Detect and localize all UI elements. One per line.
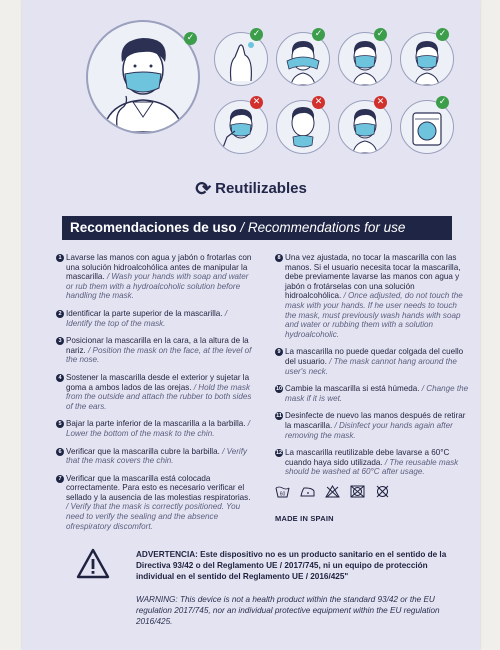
brand-line bbox=[22, 178, 480, 201]
no-dry-clean-icon bbox=[375, 485, 390, 498]
instruction-es: Sostener la mascarilla desde el exterior y sujetar la goma a ambos lados de las orejas. bbox=[66, 372, 250, 392]
step-number: 12 bbox=[275, 450, 283, 457]
step-number: 8 bbox=[275, 254, 283, 262]
instruction-en: / Position the mask on the face, at the level of the nose. bbox=[66, 345, 252, 365]
step-position-nose-illustration bbox=[338, 32, 392, 86]
brand-name: Reutilizables bbox=[215, 180, 307, 197]
instructions-left-column bbox=[56, 253, 252, 539]
step-hands-sanitize-illustration bbox=[214, 32, 268, 86]
step-number: 1 bbox=[56, 254, 64, 262]
step-ear-loops-illustration bbox=[400, 32, 454, 86]
instruction-en: / The reusable mask should be washed at 60°C after usage. bbox=[285, 457, 459, 477]
instruction-en: / Hold the mask from the outside and attach the rubber to both sides of the ears. bbox=[66, 382, 252, 411]
instruction-en: / Wash your hands with soap and water or rub them with a hydroalcoholic solution before handling the mask. bbox=[66, 272, 249, 301]
step-number: 6 bbox=[56, 448, 64, 456]
instruction-en: / Once adjusted, do not touch the mask with your hands. If he user needs to touch the mask, must previously wash hands with soap and water or rubbing them with a solution hydroalcoholic. bbox=[285, 291, 463, 339]
instruction-es: Verificar que la mascarilla está colocada correctamente. Para esto es necesario verificar el sellado y la ausencia de las molestias respiratorias. bbox=[66, 473, 251, 502]
step-number: 4 bbox=[56, 374, 64, 382]
step-number: 7 bbox=[56, 475, 64, 483]
instruction-es: Bajar la parte inferior de la mascarilla a la barbilla. bbox=[66, 419, 246, 429]
title-en: Recommendations for use bbox=[247, 220, 406, 235]
care-symbols bbox=[275, 485, 470, 498]
instruction-es: Lavarse las manos con agua y jabón o frotarlas con una solución hidroalcohólica antes de manipular la mascarilla. bbox=[66, 253, 252, 282]
instruction-en: / Disinfect your hands again after removing the mask. bbox=[285, 420, 453, 440]
instruction-es: La mascarilla no puede quedar colgada del cuello del usuario. bbox=[285, 347, 464, 366]
iron-icon bbox=[300, 485, 315, 498]
step-number: 5 bbox=[56, 420, 64, 428]
instructions-right-column bbox=[275, 253, 470, 523]
instruction-en: / Lower the bottom of the mask to the chin. bbox=[66, 419, 250, 438]
warning-text-es: ADVERTENCIA: Este dispositivo no es un producto sanitario en el sentido de la Directiva 93/42 o del Reglamento UE / 2017/745, ni un equipo de protección individual en el sentido del Reglamento UE / 2016/425" bbox=[136, 550, 447, 581]
check-badge-icon: ✓ bbox=[250, 28, 263, 41]
instruction-en: / Change the mask if it is wet. bbox=[285, 384, 469, 403]
section-title-bar bbox=[62, 216, 452, 240]
instruction-es: Identificar la parte superior de la mascarilla. bbox=[66, 308, 223, 318]
wash-60-icon bbox=[275, 485, 290, 498]
instruction-item bbox=[275, 448, 470, 477]
instruction-item bbox=[275, 411, 470, 440]
instruction-en: / Verify that the mask is correctly positioned. You need to verify the sealing and the absence ofrespiratory discomfort. bbox=[66, 502, 241, 531]
title-es: Recomendaciones de uso bbox=[70, 220, 237, 235]
instruction-item bbox=[275, 347, 470, 376]
no-tumble-dry-icon bbox=[350, 485, 365, 498]
warning-text-en: WARNING: This device is not a health product within the standard 93/42 or the EU regulation 2017/745, nor an individual protective equipment within the EU regulation 2016/425. bbox=[136, 595, 440, 626]
check-badge-icon: ✓ bbox=[312, 28, 325, 41]
instruction-item bbox=[56, 336, 252, 365]
cross-badge-icon: ✕ bbox=[250, 96, 263, 109]
instruction-item bbox=[275, 384, 470, 403]
check-badge-icon: ✓ bbox=[184, 32, 197, 45]
instruction-en: / Verify that the mask covers the chin. bbox=[66, 446, 247, 466]
instruction-item bbox=[56, 253, 252, 301]
usage-illustrations bbox=[80, 14, 460, 174]
step-number: 3 bbox=[56, 337, 64, 345]
instruction-es: Cambie la mascarilla si está húmeda. bbox=[285, 384, 420, 394]
instruction-es: Una vez ajustada, no tocar la mascarilla con las manos. Si el usuario necesita tocar la mascarilla, debe previamente lavarse las manos con agua y jabón o frotárselas con una solución hidroalcohólica. bbox=[285, 253, 461, 301]
step-number: 10 bbox=[275, 386, 283, 393]
wet-mask-illustration bbox=[338, 100, 392, 154]
check-badge-icon: ✓ bbox=[436, 96, 449, 109]
recycle-icon: ⟳ bbox=[195, 179, 212, 200]
cross-badge-icon: ✕ bbox=[374, 96, 387, 109]
instruction-item bbox=[56, 447, 252, 466]
instruction-es: La mascarilla reutilizable debe lavarse a 60°C cuando haya sido utilizada. bbox=[285, 448, 450, 467]
instruction-item bbox=[56, 373, 252, 411]
donot-touch-mask-illustration bbox=[214, 100, 268, 154]
step-identify-top-illustration bbox=[276, 32, 330, 86]
wash-temp-label: 60 bbox=[279, 491, 286, 498]
instruction-en: / Identify the top of the mask. bbox=[66, 308, 228, 328]
cross-badge-icon: ✕ bbox=[312, 96, 325, 109]
instruction-item bbox=[56, 309, 252, 328]
check-badge-icon: ✓ bbox=[374, 28, 387, 41]
instruction-en: / The mask cannot hang around the user's neck. bbox=[285, 356, 457, 376]
instruction-item bbox=[56, 474, 252, 532]
warning-triangle-icon bbox=[76, 548, 110, 580]
instruction-sheet bbox=[22, 0, 480, 650]
donot-hang-neck-illustration bbox=[276, 100, 330, 154]
check-badge-icon: ✓ bbox=[436, 28, 449, 41]
step-number: 9 bbox=[275, 348, 283, 356]
person-wearing-mask-illustration bbox=[86, 20, 200, 134]
warning-section bbox=[62, 538, 457, 633]
instruction-item bbox=[56, 419, 252, 438]
instruction-es: Desinfecte de nuevo las manos después de retirar la mascarilla. bbox=[285, 411, 466, 430]
title-separator: / bbox=[240, 220, 245, 235]
instruction-item bbox=[275, 253, 470, 339]
instruction-es: Verificar que la mascarilla cubre la barbilla. bbox=[66, 446, 220, 456]
step-number: 11 bbox=[276, 413, 282, 420]
washing-machine-illustration bbox=[400, 100, 454, 154]
step-number: 2 bbox=[56, 310, 64, 318]
instruction-es: Posicionar la mascarilla en la cara, a la altura de la nariz. bbox=[66, 336, 249, 355]
no-bleach-icon bbox=[325, 485, 340, 498]
made-in-label: MADE IN SPAIN bbox=[275, 513, 334, 523]
